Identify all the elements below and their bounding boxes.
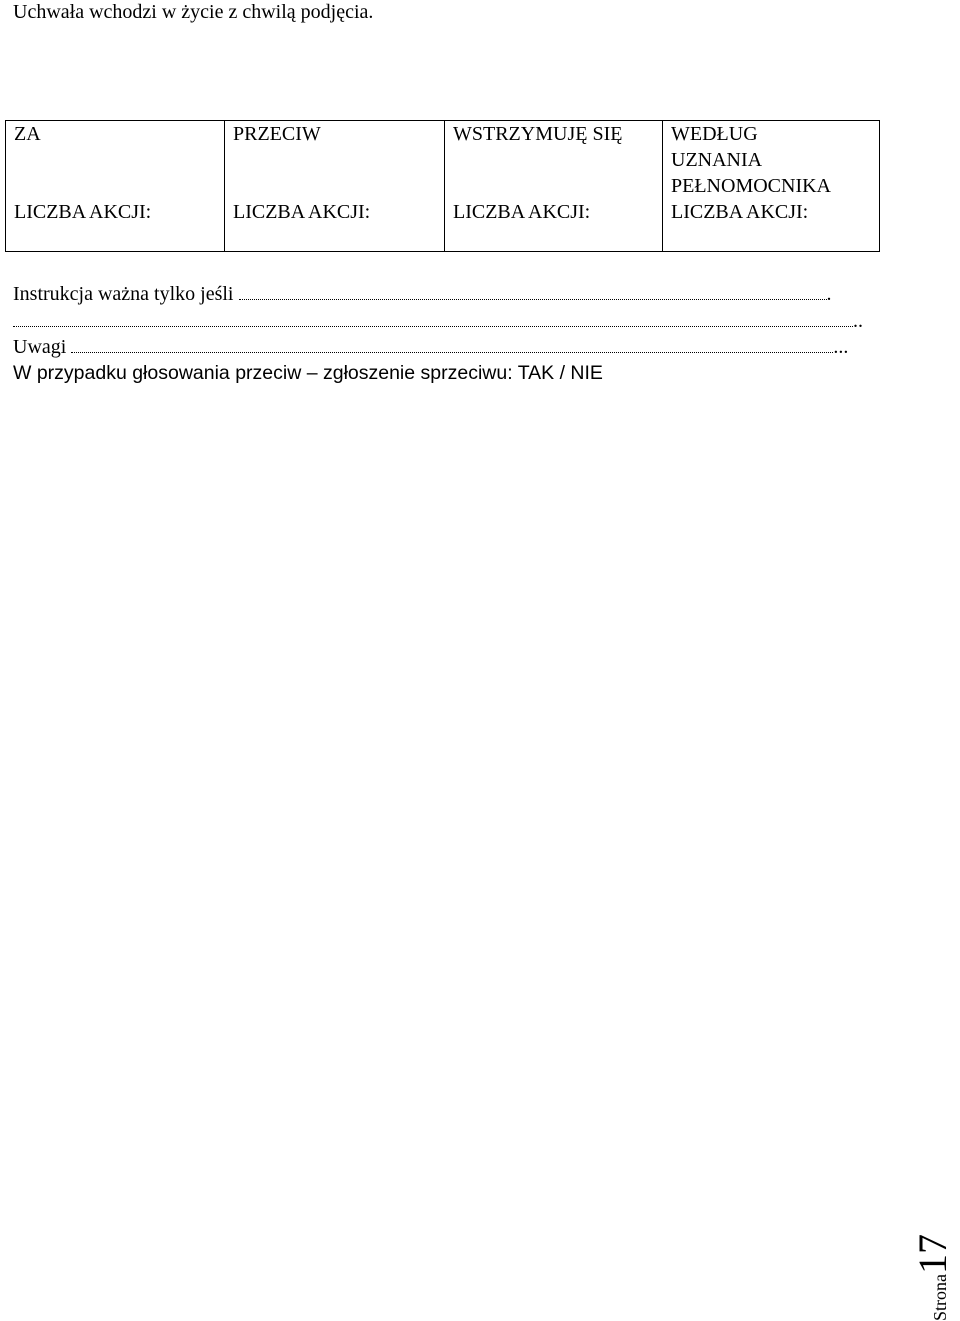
instruction-continuation-line	[13, 308, 863, 334]
remarks-fill[interactable]	[71, 334, 833, 353]
count-against: LICZBA AKCJI:	[225, 199, 445, 252]
intro-text: Uchwała wchodzi w życie z chwilą podjęcia.	[13, 1, 374, 23]
instruction-fill-2[interactable]	[13, 308, 853, 327]
page-number-rotated	[909, 1234, 956, 1321]
instruction-line	[13, 281, 832, 307]
count-for: LICZBA AKCJI:	[6, 199, 225, 252]
remarks-end: ...	[833, 336, 849, 358]
instruction-end-2: ..	[853, 310, 863, 332]
instruction-fill-1[interactable]	[239, 281, 827, 300]
header-for: ZA	[6, 121, 225, 200]
remarks-label: Uwagi	[13, 336, 67, 358]
remarks-line	[13, 334, 848, 360]
header-proxy-line-2: UZNANIA	[671, 149, 763, 171]
count-proxy-discretion: LICZBA AKCJI:	[663, 199, 880, 252]
header-proxy-discretion	[663, 121, 880, 200]
voting-table	[5, 120, 880, 252]
table-row	[6, 199, 880, 252]
instruction-label: Instrukcja ważna tylko jeśli	[13, 283, 234, 305]
header-proxy-line-3: PEŁNOMOCNIKA	[671, 175, 831, 197]
table-row	[6, 121, 880, 200]
page-number: 17	[910, 1234, 955, 1274]
header-abstain: WSTRZYMUJĘ SIĘ	[445, 121, 663, 200]
count-abstain: LICZBA AKCJI:	[445, 199, 663, 252]
page-footer	[910, 1211, 960, 1321]
page-label: Strona	[930, 1274, 950, 1321]
instruction-end-1: .	[826, 283, 832, 305]
header-against: PRZECIW	[225, 121, 445, 200]
objection-text: W przypadku głosowania przeciw – zgłoszenie sprzeciwu: TAK / NIE	[13, 362, 603, 384]
header-proxy-line-1: WEDŁUG	[671, 123, 758, 145]
